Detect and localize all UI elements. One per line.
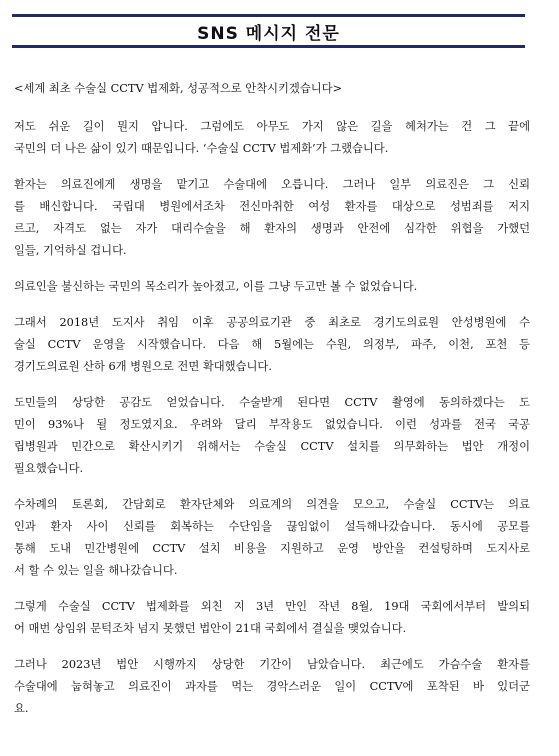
paragraph-line: 필요했습니다. (14, 462, 84, 475)
paragraph-line: 국민의 더 나은 삶이 있기 때문입니다. ‘수술실 CCTV 법제화’가 그랬습니다. (14, 142, 389, 155)
paragraph-line: 환자는 의료진에게 생명을 맡기고 수술대에 오릅니다. 그러나 일부 의료진은 그 신뢰 (14, 178, 530, 191)
paragraph-line: 서 할 수 있는 일을 해나갔습니다. (14, 564, 178, 577)
subtitle: <세계 최초 수술실 CCTV 법제화, 성공적으로 안착시키겠습니다> (14, 82, 343, 95)
paragraph (14, 312, 530, 378)
paragraph-line: 그렇게 수술실 CCTV 법제화를 외친 지 3년 만인 작년 8월, 19대 국회에서부터 발의되 (14, 600, 530, 613)
paragraph-line: 그래서 2018년 도지사 취임 이후 공공의료기관 중 최초로 경기도의료원 안성병원에 수 (14, 316, 530, 329)
paragraph-line: 어 매번 상임위 문턱조차 넘지 못했던 법안이 21대 국회에서 결실을 맺었습니다. (14, 622, 407, 635)
paragraph (14, 494, 530, 582)
document-body (14, 80, 530, 734)
paragraph-line: 그러나 2023년 법안 시행까지 상당한 기간이 남았습니다. 최근에도 가슴수술 환자를 (14, 658, 530, 671)
title-banner (12, 14, 525, 48)
paragraph-line: 를 배신합니다. 국립대 병원에서조차 전신마취한 여성 환자를 대상으로 성범죄를 저지 (14, 200, 530, 213)
paragraph (14, 392, 530, 480)
page-title: SNS 메시지 전문 (197, 23, 340, 44)
paragraph (14, 174, 530, 262)
paragraph-line: 민이 93%나 될 정도였지요. 우려와 달리 부작용도 없었습니다. 이런 성과를 전국 국공 (14, 418, 530, 431)
paragraph (14, 276, 530, 298)
paragraph-line: 도민들의 상당한 공감도 얻었습니다. 수술받게 된다면 CCTV 촬영에 동의하겠다는 도 (14, 396, 530, 409)
paragraph-line: 술실 CCTV 운영을 시작했습니다. 다음 해 5월에는 수원, 의정부, 파주, 이천, 포천 등 (14, 338, 530, 351)
paragraph-line: 의료인을 불신하는 국민의 목소리가 높아졌고, 이를 그냥 두고만 볼 수 없었습니다. (14, 280, 418, 293)
paragraph-line: 수술대에 눕혀놓고 의료진이 과자를 먹는 경악스러운 일이 CCTV에 포착된 바 있더군 (14, 680, 530, 693)
paragraph (14, 116, 530, 160)
paragraph-line: 일들, 기억하실 겁니다. (14, 244, 127, 257)
paragraph-line: 르고, 자격도 없는 자가 대리수술을 해 환자의 생명과 안전에 심각한 위협을 가했던 (14, 222, 530, 235)
paragraph-line: 저도 쉬운 길이 뭔지 압니다. 그럼에도 아무도 가지 않은 길을 헤쳐가는 건 그 끝에 (14, 120, 530, 133)
paragraph (14, 596, 530, 640)
paragraph-line: 인과 환자 사이 신뢰를 회복하는 수단임을 끊임없이 설득해나갔습니다. 동시에 공모를 (14, 520, 530, 533)
paragraph-line: 요. (14, 702, 29, 715)
paragraph-line: 립병원과 민간으로 확산시키기 위해서는 수술실 CCTV 설치를 의무화하는 법안 개정이 (14, 440, 530, 453)
paragraph-list (14, 116, 530, 720)
paragraph (14, 654, 530, 720)
paragraph-line: 경기도의료원 산하 6개 병원으로 전면 확대했습니다. (14, 360, 272, 373)
paragraph-line: 통해 도내 민간병원에 CCTV 설치 비용을 지원하고 운영 방안을 컨설팅하며 도지사로 (14, 542, 530, 555)
paragraph-line: 수차례의 토론회, 간담회로 환자단체와 의료계의 의견을 모으고, 수술실 CCTV는 의료 (14, 498, 530, 511)
